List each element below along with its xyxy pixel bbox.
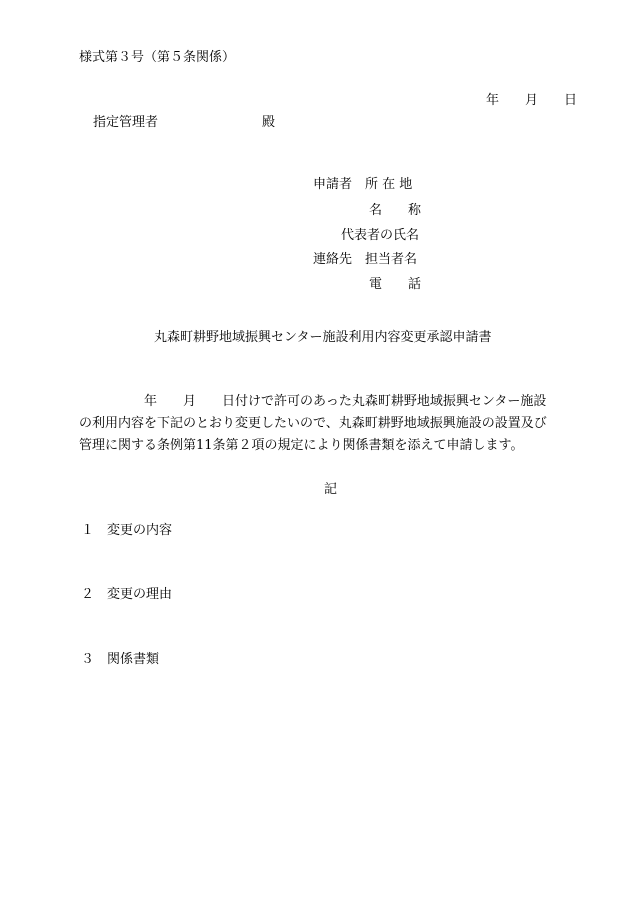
contact-person-label: 連絡先 担当者名 [313,252,418,267]
list-item: ３ 関係書類 [81,652,160,667]
applicant-name-label: 名 称 [369,203,422,218]
list-item: ２ 変更の理由 [81,587,173,602]
document-title: 丸森町耕野地域振興センター施設利用内容変更承認申請書 [154,330,492,345]
body-line: 年 月 日付けで許可のあった丸森町耕野地域振興センター施設 [79,394,547,409]
applicant-representative-label: 代表者の氏名 [341,228,420,243]
addressee: 指定管理者 殿 [93,115,276,130]
ki-heading: 記 [324,482,338,497]
list-item: １ 変更の内容 [81,523,173,538]
applicant-address-label: 申請者 所 在 地 [313,177,413,192]
body-line: の利用内容を下記のとおり変更したいので、丸森町耕野地域振興施設の設置及び [79,416,547,431]
contact-phone-label: 電 話 [369,277,422,292]
date-line: 年 月 日 [486,93,578,108]
body-line: 管理に関する条例第11条第２項の規定により関係書類を添えて申請します。 [79,438,524,453]
form-number: 様式第３号（第５条関係） [79,50,236,65]
